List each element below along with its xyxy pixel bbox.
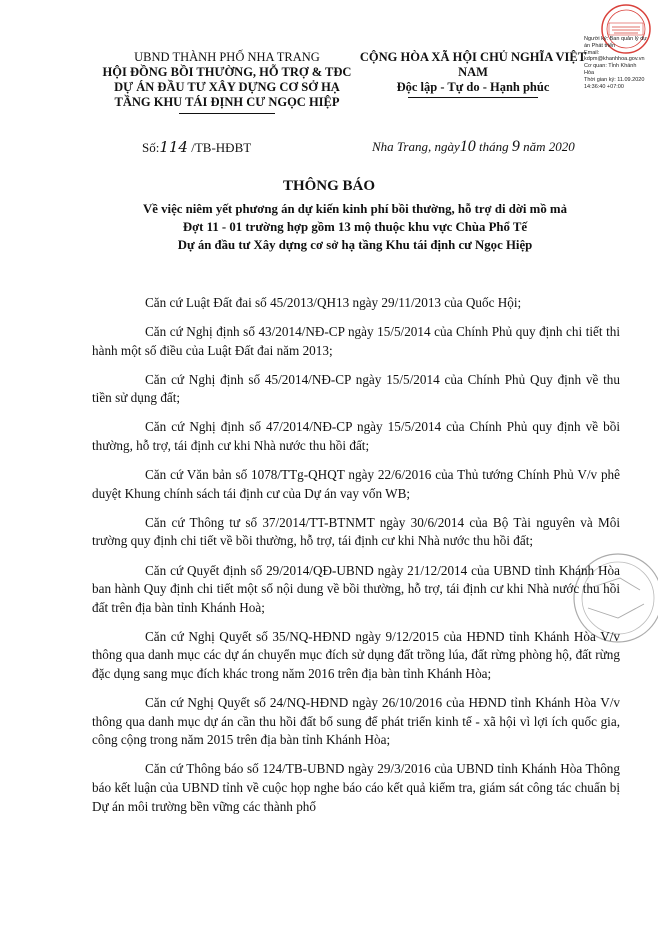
legal-basis-paragraph: Căn cứ Nghị Quyết số 35/NQ-HĐND ngày 9/12/2015 của HĐND tỉnh Khánh Hòa V/v thông qua danh mục các dự án chuyển mục đích sử dụng đất trồng lúa, đất rừng phòng hộ, đất rừng đặc dụng sang mục đích khác trong năm 2016 trên địa bàn tỉnh Khánh Hòa; bbox=[92, 628, 620, 681]
issuer-line-2: HỘI ĐỒNG BỒI THƯỜNG, HỖ TRỢ & TĐC bbox=[102, 65, 352, 79]
legal-basis-paragraph: Căn cứ Nghị định số 47/2014/NĐ-CP ngày 15/5/2014 của Chính Phủ quy định về bồi thường, hỗ trợ, tái định cư khi Nhà nước thu hồi đất; bbox=[92, 419, 620, 454]
motto-divider bbox=[408, 97, 538, 98]
legal-basis-paragraph: Căn cứ Nghị định số 45/2014/NĐ-CP ngày 15/5/2014 của Chính Phủ Quy định về thu tiền sử dụng đất; bbox=[92, 371, 620, 406]
legal-basis-paragraph: Căn cứ Luật Đất đai số 45/2013/QH13 ngày 29/11/2013 của Quốc Hội; bbox=[145, 295, 522, 310]
signature-line: Cơ quan: Tỉnh Khánh bbox=[584, 63, 637, 70]
document-number bbox=[142, 138, 251, 156]
signature-line: Người ký: Ban quản lý dự bbox=[584, 36, 647, 42]
national-motto: Độc lập - Tự do - Hạnh phúc bbox=[396, 80, 550, 94]
signature-line: Hòa bbox=[584, 69, 595, 76]
document-subtitle bbox=[90, 200, 620, 254]
issuer-divider bbox=[179, 113, 275, 114]
issuer-line-1: UBND THÀNH PHỐ NHA TRANG bbox=[134, 50, 320, 64]
document-date bbox=[372, 138, 575, 156]
date-place: Nha Trang, ngày bbox=[372, 139, 460, 154]
date-day: 10 bbox=[459, 138, 476, 155]
number-handwritten: 114 bbox=[159, 138, 188, 156]
national-title: CỘNG HÒA XÃ HỘI CHỦ NGHĨA VIỆT NAM bbox=[359, 50, 587, 79]
legal-basis-paragraph: Căn cứ Thông báo số 124/TB-UBND ngày 29/3/2016 của UBND tỉnh Khánh Hòa Thông báo kết luận của UBND tỉnh về cuộc họp nghe báo cáo kết quả kiểm tra, giám sát công tác chuẩn bị Dự án môi trường bền vững các thành phố bbox=[92, 761, 620, 814]
legal-basis-paragraph: Căn cứ Thông tư số 37/2014/TT-BTNMT ngày 30/6/2014 của Bộ Tài nguyên và Môi trường quy định chi tiết về bồi thường, hỗ trợ, tái định cư khi Nhà nước thu hồi đất; bbox=[92, 514, 620, 549]
issuer-header bbox=[92, 50, 362, 114]
digital-signature bbox=[584, 36, 656, 90]
signature-line: kdpm@khanhhoa.gov.vn bbox=[584, 56, 645, 63]
subtitle-line-3: Dự án đầu tư Xây dựng cơ sở hạ tầng Khu tái định cư Ngọc Hiệp bbox=[177, 238, 533, 252]
national-header bbox=[348, 50, 598, 98]
signature-line: Thời gian ký: 11.09.2020 bbox=[584, 76, 645, 83]
legal-basis-paragraph: Căn cứ Văn bản số 1078/TTg-QHQT ngày 22/6/2016 của Thủ tướng Chính Phủ V/v phê duyệt Khung chính sách tái định cư của Dự án vay vốn WB; bbox=[92, 467, 620, 501]
signature-line: 14:36:40 +07:00 bbox=[584, 83, 624, 90]
legal-basis-paragraph: Căn cứ Quyết định số 29/2014/QĐ-UBND ngày 21/12/2014 của UBND tỉnh Khánh Hòa ban hành Quy định chi tiết một số nội dung về bồi thường, hỗ trợ, tái định cư khi Nhà nước thu hồi đất trên địa bàn tỉnh Khánh Hoà; bbox=[92, 562, 620, 615]
legal-basis-paragraph: Căn cứ Nghị Quyết số 24/NQ-HĐND ngày 26/10/2016 của HĐND tỉnh Khánh Hòa V/v thông qua danh mục dự án cần thu hồi đất bổ sung để phát triển kinh tế - xã hội vì lợi ích quốc gia, công cộng trong năm 2015 trên địa bàn tỉnh Khánh Hòa; bbox=[92, 695, 620, 748]
legal-basis-paragraph: Căn cứ Nghị định số 43/2014/NĐ-CP ngày 15/5/2014 của Chính Phủ quy định chi tiết thi hành một số điều của Luật Đất đai năm 2013; bbox=[92, 324, 620, 358]
subtitle-line-2: Đợt 11 - 01 trường hợp gồm 13 mộ thuộc khu vực Chùa Phổ Tế bbox=[182, 220, 528, 234]
issuer-line-4: TẦNG KHU TÁI ĐỊNH CƯ NGỌC HIỆP bbox=[114, 95, 340, 109]
signature-line: án Phát triển bbox=[584, 42, 616, 49]
date-month: 9 bbox=[511, 138, 520, 155]
subtitle-line-1: Về việc niêm yết phương án dự kiến kinh phí bồi thường, hỗ trợ di dời mồ mả bbox=[143, 202, 567, 216]
signature-line: Email: bbox=[584, 49, 600, 56]
number-suffix: /TB-HĐBT bbox=[191, 140, 252, 155]
document-title: THÔNG BÁO bbox=[282, 178, 376, 194]
date-year: năm 2020 bbox=[523, 139, 575, 154]
document-body bbox=[92, 294, 620, 827]
issuer-line-3: DỰ ÁN ĐẦU TƯ XÂY DỰNG CƠ SỞ HẠ bbox=[114, 80, 340, 94]
number-prefix: Số: bbox=[142, 140, 160, 155]
date-month-label: tháng bbox=[479, 139, 509, 154]
